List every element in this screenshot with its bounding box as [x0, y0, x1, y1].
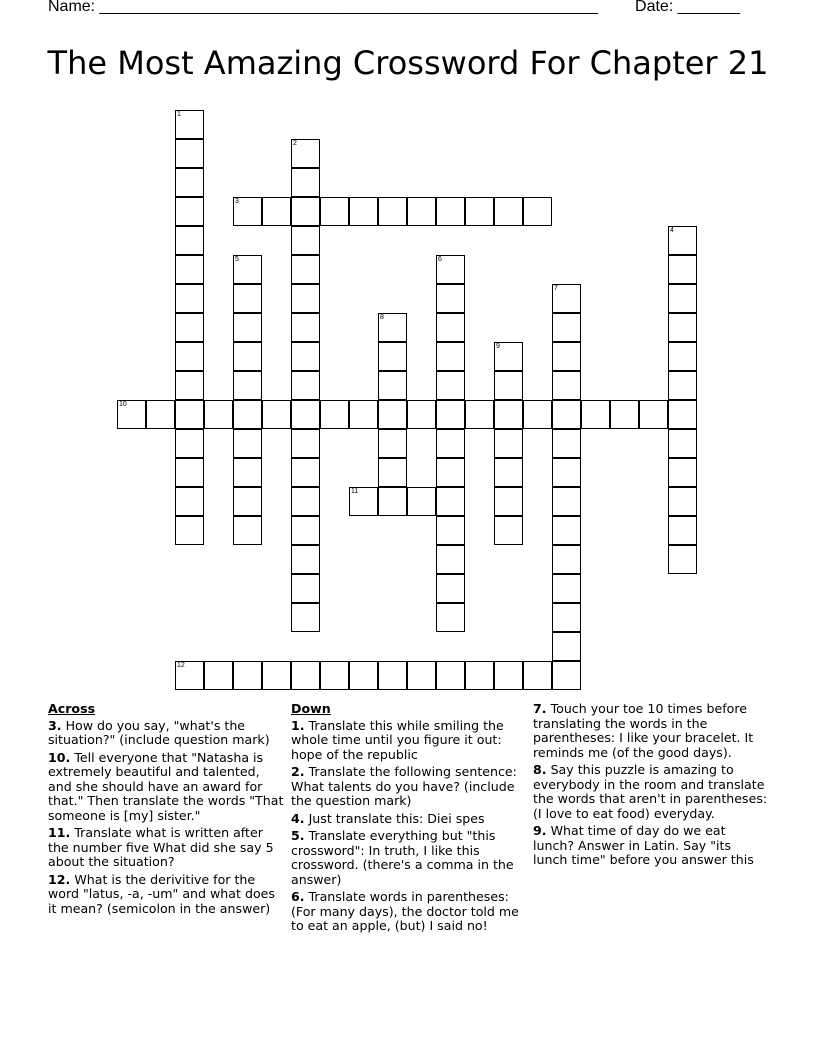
grid-cell[interactable] — [494, 429, 523, 458]
clue-item — [48, 751, 284, 824]
across-heading: Across — [48, 701, 96, 716]
grid-cell[interactable] — [668, 371, 697, 400]
grid-cell[interactable] — [291, 516, 320, 545]
grid-cell[interactable] — [552, 516, 581, 545]
clue-number: 3. — [48, 717, 62, 733]
grid-cell[interactable] — [175, 313, 204, 342]
grid-cell[interactable] — [494, 342, 523, 371]
grid-cell[interactable] — [610, 400, 639, 429]
grid-cell[interactable] — [378, 661, 407, 690]
grid-cell[interactable] — [175, 110, 204, 139]
clue-text: Translate everything but "this crossword": In truth, I like this crossword. (there's a comma in the answer) — [291, 828, 514, 887]
grid-cell[interactable] — [552, 574, 581, 603]
grid-cell[interactable] — [378, 371, 407, 400]
grid-cell[interactable] — [175, 400, 204, 429]
grid-cell[interactable] — [204, 661, 233, 690]
clue-item — [48, 719, 284, 748]
grid-cell[interactable] — [233, 313, 262, 342]
grid-cell[interactable] — [378, 429, 407, 458]
grid-cell[interactable] — [552, 371, 581, 400]
clue-item — [533, 763, 769, 821]
clue-number: 2. — [291, 764, 305, 779]
clue-item — [291, 765, 527, 809]
clue-text: Say this puzzle is amazing to everybody in the room and translate the words that aren't in parentheses: (I love to eat food) everyday. — [533, 762, 768, 821]
cell-number: 7 — [554, 285, 558, 292]
grid-cell[interactable] — [668, 545, 697, 574]
grid-cell[interactable] — [320, 197, 349, 226]
grid-cell[interactable] — [552, 603, 581, 632]
cell-number: 5 — [235, 256, 239, 263]
grid-cell[interactable] — [291, 342, 320, 371]
grid-cell[interactable] — [436, 487, 465, 516]
date-field-label: Date: _______ — [635, 0, 740, 15]
cell-number: 3 — [235, 198, 239, 205]
grid-cell[interactable] — [407, 400, 436, 429]
grid-cell[interactable] — [291, 458, 320, 487]
grid-cell[interactable] — [407, 661, 436, 690]
grid-cell[interactable] — [291, 603, 320, 632]
grid-cell[interactable] — [436, 574, 465, 603]
grid-cell[interactable] — [436, 516, 465, 545]
grid-cell[interactable] — [552, 284, 581, 313]
grid-cell[interactable] — [523, 197, 552, 226]
grid-cell[interactable] — [668, 255, 697, 284]
grid-cell[interactable] — [233, 487, 262, 516]
grid-cell[interactable] — [668, 429, 697, 458]
grid-cell[interactable] — [291, 255, 320, 284]
clue-number: 7. — [533, 701, 547, 716]
clue-number: 10. — [48, 749, 71, 765]
grid-cell[interactable] — [436, 255, 465, 284]
grid-cell[interactable] — [552, 458, 581, 487]
grid-cell[interactable] — [233, 661, 262, 690]
across-clues — [48, 702, 284, 919]
grid-cell[interactable] — [175, 255, 204, 284]
grid-cell[interactable] — [262, 661, 291, 690]
grid-cell[interactable] — [436, 429, 465, 458]
grid-cell[interactable] — [552, 545, 581, 574]
grid-cell[interactable] — [378, 197, 407, 226]
grid-cell[interactable] — [523, 400, 552, 429]
clue-number: 6. — [291, 889, 305, 904]
grid-cell[interactable] — [175, 139, 204, 168]
grid-cell[interactable] — [494, 400, 523, 429]
clue-number: 8. — [533, 762, 547, 777]
grid-cell[interactable] — [436, 371, 465, 400]
grid-cell[interactable] — [117, 400, 146, 429]
grid-cell[interactable] — [233, 458, 262, 487]
grid-cell[interactable] — [349, 400, 378, 429]
clue-item — [291, 719, 527, 763]
grid-cell[interactable] — [668, 458, 697, 487]
grid-cell[interactable] — [465, 400, 494, 429]
grid-cell[interactable] — [552, 313, 581, 342]
grid-cell[interactable] — [175, 284, 204, 313]
cell-number: 10 — [119, 401, 127, 408]
grid-cell[interactable] — [233, 429, 262, 458]
grid-cell[interactable] — [291, 284, 320, 313]
grid-cell[interactable] — [175, 516, 204, 545]
grid-cell[interactable] — [581, 400, 610, 429]
grid-cell[interactable] — [291, 400, 320, 429]
grid-cell[interactable] — [436, 313, 465, 342]
grid-cell[interactable] — [494, 661, 523, 690]
grid-cell[interactable] — [175, 487, 204, 516]
grid-cell[interactable] — [320, 661, 349, 690]
grid-cell[interactable] — [204, 400, 233, 429]
grid-cell[interactable] — [291, 371, 320, 400]
grid-cell[interactable] — [436, 400, 465, 429]
clue-number: 12. — [48, 871, 71, 887]
grid-cell[interactable] — [552, 400, 581, 429]
grid-cell[interactable] — [465, 661, 494, 690]
cell-number: 12 — [177, 662, 185, 669]
grid-cell[interactable] — [291, 168, 320, 197]
clue-item — [291, 812, 527, 827]
grid-cell[interactable] — [668, 313, 697, 342]
clue-text: Just translate this: Diei spes — [304, 810, 485, 826]
clue-item — [533, 702, 769, 760]
grid-cell[interactable] — [436, 197, 465, 226]
grid-cell[interactable] — [668, 516, 697, 545]
grid-cell[interactable] — [349, 487, 378, 516]
grid-cell[interactable] — [175, 342, 204, 371]
grid-cell[interactable] — [494, 487, 523, 516]
cell-number: 2 — [293, 140, 297, 147]
clue-item — [48, 873, 284, 917]
grid-cell[interactable] — [320, 400, 349, 429]
grid-cell[interactable] — [175, 661, 204, 690]
grid-cell[interactable] — [668, 226, 697, 255]
grid-cell[interactable] — [262, 197, 291, 226]
grid-cell[interactable] — [668, 400, 697, 429]
cell-number: 6 — [438, 256, 442, 263]
grid-cell[interactable] — [262, 400, 291, 429]
grid-cell[interactable] — [668, 487, 697, 516]
grid-cell[interactable] — [233, 371, 262, 400]
grid-cell[interactable] — [233, 342, 262, 371]
grid-cell[interactable] — [523, 661, 552, 690]
grid-cell[interactable] — [291, 139, 320, 168]
down-clues — [291, 702, 527, 937]
grid-cell[interactable] — [668, 284, 697, 313]
cell-number: 11 — [351, 488, 359, 495]
grid-cell[interactable] — [494, 516, 523, 545]
clue-item — [291, 829, 527, 887]
grid-cell[interactable] — [291, 661, 320, 690]
grid-cell[interactable] — [291, 574, 320, 603]
clue-number: 4. — [291, 810, 305, 826]
clue-text: Touch your toe 10 times before translating the words in the parentheses: I like your bracelet. It reminds me (of the good days). — [533, 701, 754, 760]
grid-cell[interactable] — [175, 197, 204, 226]
grid-cell[interactable] — [233, 197, 262, 226]
grid-cell[interactable] — [494, 371, 523, 400]
grid-cell[interactable] — [436, 458, 465, 487]
page-title: The Most Amazing Crossword For Chapter 21 — [47, 44, 769, 82]
grid-cell[interactable] — [378, 313, 407, 342]
clue-item — [291, 890, 527, 934]
grid-cell[interactable] — [291, 226, 320, 255]
grid-cell[interactable] — [233, 255, 262, 284]
grid-cell[interactable] — [349, 197, 378, 226]
cell-number: 4 — [670, 227, 674, 234]
down-heading: Down — [291, 701, 331, 716]
grid-cell[interactable] — [494, 197, 523, 226]
grid-cell[interactable] — [436, 661, 465, 690]
grid-cell[interactable] — [668, 342, 697, 371]
clue-number: 5. — [291, 828, 305, 843]
cell-number: 1 — [177, 111, 181, 118]
clue-text: Translate the following sentence: What talents do you have? (include the question mark) — [291, 764, 517, 808]
clue-number: 11. — [48, 825, 71, 840]
grid-cell[interactable] — [494, 458, 523, 487]
grid-cell[interactable] — [175, 458, 204, 487]
grid-cell[interactable] — [291, 313, 320, 342]
clue-text: Translate what is written after the number five What did she say 5 about the situation? — [48, 825, 274, 869]
cell-number: 9 — [496, 343, 500, 350]
grid-cell[interactable] — [175, 429, 204, 458]
clue-number: 9. — [533, 823, 547, 838]
grid-cell[interactable] — [378, 487, 407, 516]
grid-cell[interactable] — [436, 342, 465, 371]
grid-cell[interactable] — [175, 226, 204, 255]
grid-cell[interactable] — [436, 284, 465, 313]
clue-text: How do you say, "what's the situation?" (include question mark) — [48, 717, 270, 747]
grid-cell[interactable] — [233, 284, 262, 313]
grid-cell[interactable] — [291, 429, 320, 458]
grid-cell[interactable] — [436, 545, 465, 574]
grid-cell[interactable] — [552, 487, 581, 516]
grid-cell[interactable] — [407, 487, 436, 516]
clue-text: Translate words in parentheses: (For many days), the doctor told me to eat an apple, (but) I said no! — [291, 889, 519, 933]
grid-cell[interactable] — [349, 661, 378, 690]
cell-number: 8 — [380, 314, 384, 321]
clue-text: Translate this while smiling the whole time until you figure it out: hope of the republic — [291, 717, 504, 762]
clue-number: 1. — [291, 717, 305, 733]
grid-cell[interactable] — [291, 197, 320, 226]
grid-cell[interactable] — [175, 371, 204, 400]
down-clues-continued — [533, 702, 769, 871]
grid-cell[interactable] — [291, 545, 320, 574]
grid-cell[interactable] — [291, 487, 320, 516]
clue-text: Tell everyone that "Natasha is extremely beautiful and talented, and she should have an award for that." Then translate the words "That someone is [my] sister." — [48, 749, 284, 823]
grid-cell[interactable] — [465, 197, 494, 226]
grid-cell[interactable] — [233, 400, 262, 429]
grid-cell[interactable] — [175, 168, 204, 197]
grid-cell[interactable] — [378, 400, 407, 429]
clue-item — [533, 824, 769, 868]
grid-cell[interactable] — [552, 661, 581, 690]
grid-cell[interactable] — [407, 197, 436, 226]
grid-cell[interactable] — [639, 400, 668, 429]
clue-text: What time of day do we eat lunch? Answer in Latin. Say "its lunch time" before you answer this — [533, 823, 754, 867]
grid-cell[interactable] — [552, 632, 581, 661]
grid-cell[interactable] — [552, 429, 581, 458]
grid-cell[interactable] — [146, 400, 175, 429]
grid-cell[interactable] — [552, 342, 581, 371]
name-field-label: Name: ________________________________________________________ — [48, 0, 598, 15]
clue-item — [48, 826, 284, 870]
clue-text: What is the derivitive for the word "latus, -a, -um" and what does it mean? (semicolon in the answer) — [48, 871, 275, 916]
grid-cell[interactable] — [378, 458, 407, 487]
grid-cell[interactable] — [233, 516, 262, 545]
grid-cell[interactable] — [378, 342, 407, 371]
header-line — [48, 0, 740, 16]
grid-cell[interactable] — [436, 603, 465, 632]
